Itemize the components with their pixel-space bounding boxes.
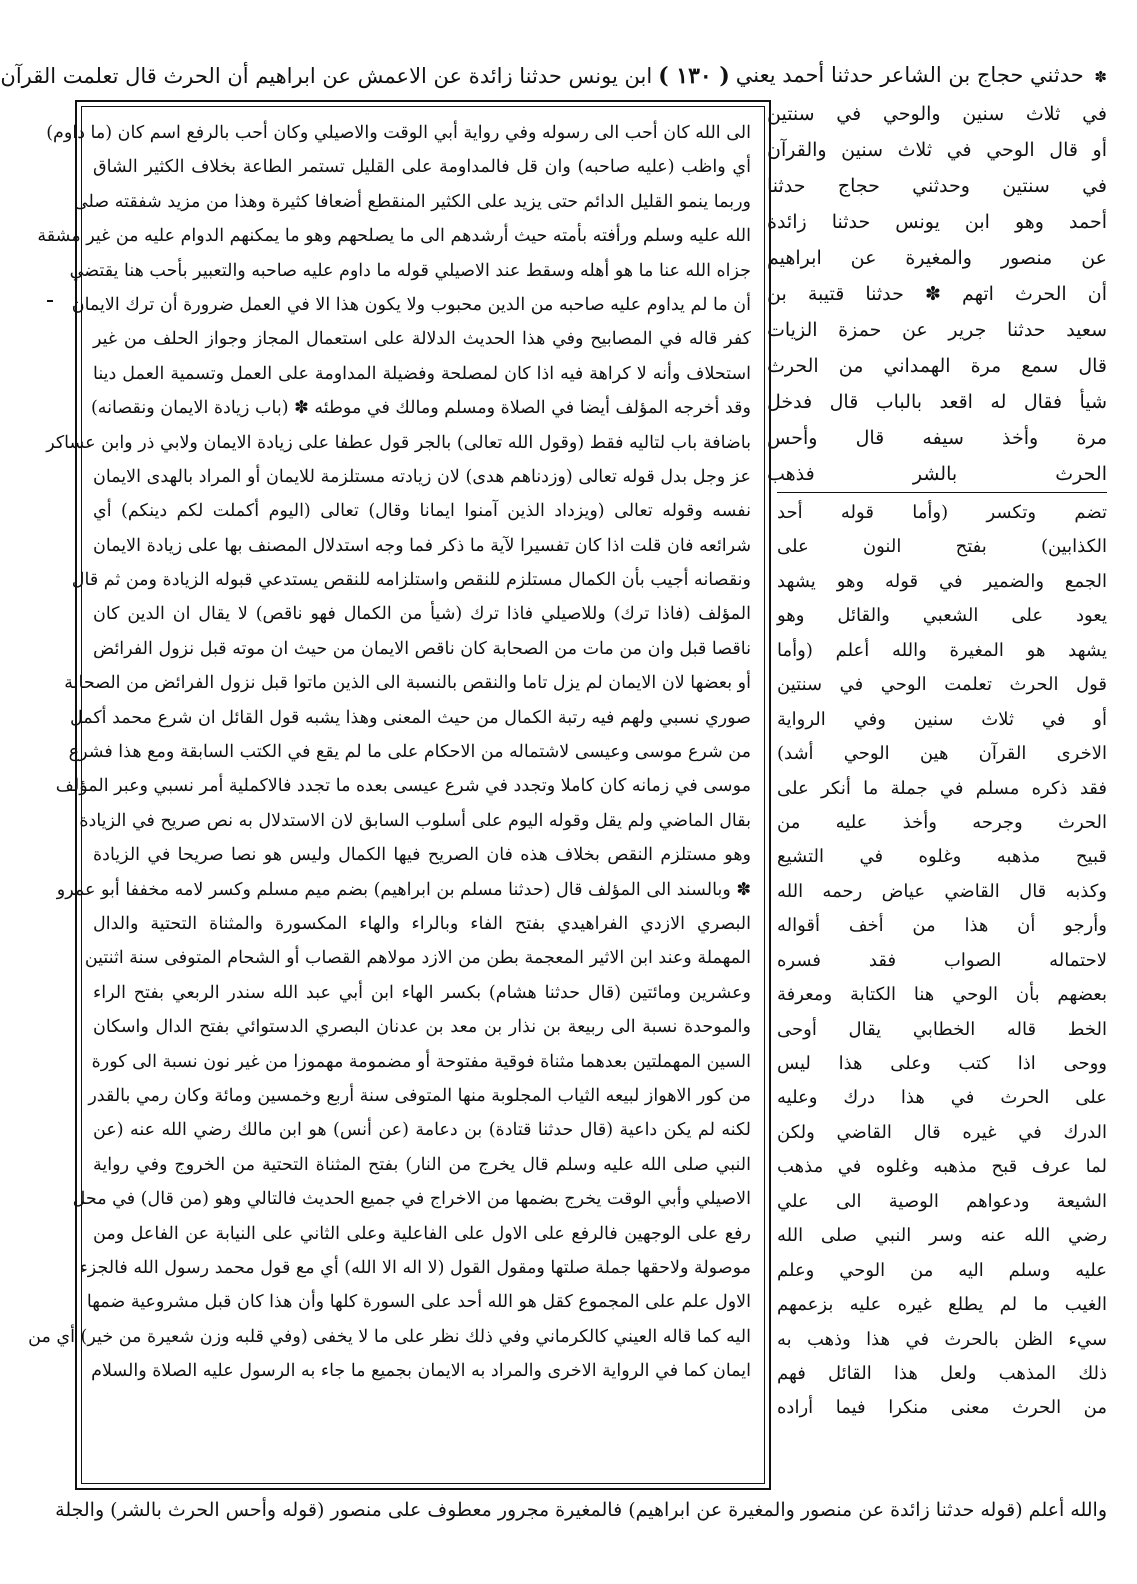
text-line: المهملة وعند ابن الاثير المعجمة بطن من الازد مولاهم القصاب أو الشحام المتوفى سنة اثنتين bbox=[84, 948, 751, 969]
text-line: ناقصا قبل وان من مات من الصحابة كان ناقص الايمان من حيث ان موته قبل نزول الفرائض bbox=[93, 638, 751, 659]
text-line: استحلاف وأنه لا كراهة فيه اذا كان لمصلحة وفضيلة المداومة على العمل وتسمية العمل دينا bbox=[93, 363, 751, 384]
margin-line: مرة وأخذ سيفه قال وأحس bbox=[767, 427, 1107, 449]
text-line: أو بعضها لان الايمان لم يزل تاما والنقص بالنسبة الى الذين ماتوا قبل نزول الفرائض من الصحابة bbox=[64, 673, 751, 694]
margin-line: يعود على الشعبي والقائل وهو bbox=[777, 605, 1107, 627]
margin-line: قول الحرث تعلمت الوحي في سنتين bbox=[777, 674, 1107, 696]
text-line: وربما ينمو القليل الدائم حتى يزيد على الكثير المنقطع أضعافا كثيرة وهذا من مزيد شفقته صلى bbox=[73, 191, 751, 212]
text-line: الله عليه وسلم ورأفته بأمته حيث أرشدهم الى ما يصلحهم وهو ما يمكنهم الدوام عليه من غير مشقة bbox=[37, 226, 751, 247]
text-line: نفسه وقوله تعالى (ويزداد الذين آمنوا ايمانا وقال) تعالى (اليوم أكملت لكم دينكم) أي bbox=[93, 501, 751, 522]
text-line: ✽ وبالسند الى المؤلف قال (حدثنا مسلم بن ابراهيم) بضم ميم مسلم وكسر لامه مخففا أبو عمرو bbox=[56, 879, 751, 900]
text-line: موسى في زمانه كان كاملا وتجدد في شرع عيسى بعده ما تجدد فالاكملية أمر نسبي وعبر المؤلف bbox=[55, 776, 751, 797]
margin-line: من الحرث معنى منكرا فيما أراده bbox=[777, 1397, 1107, 1419]
margin-line: الشيعة ودعواهم الوصية الى علي bbox=[777, 1190, 1107, 1212]
margin-line: على الحرث في هذا درك وعليه bbox=[777, 1087, 1107, 1109]
text-line: من شرع موسى وعيسى لاشتماله من الاحكام على ما لم يقع في الكتب السابقة ومع هذا فشرع bbox=[68, 742, 751, 763]
margin-line: سعيد حدثنا جرير عن حمزة الزيات bbox=[767, 319, 1107, 341]
margin-line: أحمد وهو ابن يونس حدثنا زائدة bbox=[767, 211, 1107, 233]
section-star-icon: ✽ bbox=[1094, 68, 1107, 86]
text-line: البصري الازدي الفراهيدي بفتح الفاء وبالراء والهاء المكسورة والمثناة التحتية والدال bbox=[93, 913, 751, 934]
margin-line: رضي الله عنه وسر النبي صلى الله bbox=[777, 1225, 1107, 1247]
margin-line: عليه وسلم اليه من الوحي وعلم bbox=[777, 1259, 1107, 1281]
text-line: صوري نسبي ولهم فيه رتبة الكمال من حيث المعنى وهذا يشبه قول القائل ان شرع محمد أكمل bbox=[69, 707, 751, 728]
margin-line: فقد ذكره مسلم في جملة ما أنكر على bbox=[777, 777, 1107, 799]
text-line: أن ما لم يداوم عليه صاحبه من الدين محبوب ولا يكون هذا الا في العمل ضرورة أن ترك الايمان bbox=[71, 294, 751, 315]
margin-line: عن منصور والمغيرة عن ابراهيم bbox=[767, 247, 1107, 269]
margin-line: قال سمع مرة الهمداني من الحرث bbox=[767, 355, 1107, 377]
margin-line: الحرث وجرحه وأخذ عليه من bbox=[777, 811, 1107, 833]
margin-line: في ثلاث سنين والوحي في سنتين bbox=[767, 103, 1107, 125]
margin-hadith-text bbox=[767, 96, 1107, 490]
text-line: والموحدة نسبة الى ربيعة بن نذار بن معد بن عدنان البصري الدستوائي بفتح الدال واسكان bbox=[93, 1017, 751, 1038]
text-line: شرائعه فان قلت اذا كان تفسيرا لآية ما ذكر فما وجه استدلال المصنف بها على زيادة الايمان bbox=[93, 535, 751, 556]
margin-commentary-text bbox=[777, 496, 1107, 1496]
margin-line: الغيب ما لم يطلع غيره عليه بزعمهم bbox=[777, 1294, 1107, 1316]
margin-divider bbox=[777, 492, 1107, 493]
header-text-left: ابن يونس حدثنا زائدة عن الاعمش عن ابراهيم أن الحرث قال تعلمت القرآن bbox=[0, 64, 653, 88]
text-line: كفر قاله في المصابيح وفي هذا الحديث الدلالة على استعمال المجاز وجواز الحلف من غير bbox=[93, 329, 751, 350]
margin-line: في سنتين وحدثني حجاج حدثنا bbox=[767, 175, 1107, 197]
text-line: أي واظب (عليه صاحبه) وان قل فالمداومة على القليل تستمر الطاعة بخلاف الكثير الشاق bbox=[93, 157, 751, 178]
margin-tick-mark bbox=[47, 300, 53, 302]
margin-line: وأرجو أن هذا من أخف أقواله bbox=[777, 915, 1107, 937]
margin-line: أو في ثلاث سنين وفي الرواية bbox=[777, 708, 1107, 730]
margin-line: الكذابين) بفتح النون على bbox=[777, 536, 1107, 558]
main-commentary-text bbox=[28, 116, 751, 1478]
text-line: باضافة باب لتاليه فقط (وقول الله تعالى) بالجر قول عطفا على زيادة الايمان ولابي ذر وابن عساكر bbox=[46, 432, 751, 453]
page-number: ( ١٣٠ ) bbox=[658, 63, 730, 89]
margin-line: لما عرف قبح مذهبه وغلوه في مذهب bbox=[777, 1156, 1107, 1178]
margin-line: الدرك في غيره قال القاضي ولكن bbox=[777, 1121, 1107, 1143]
text-line: الى الله كان أحب الى رسوله وفي رواية أبي الوقت والاصيلي وكان أحب بالرفع اسم كان (ما داوم) bbox=[46, 123, 751, 143]
margin-line: تضم وتكسر (وأما قوله أحد bbox=[777, 502, 1107, 523]
margin-line: الحرث بالشر فذهب bbox=[767, 463, 1107, 485]
header-right-text bbox=[736, 59, 1107, 93]
text-line: جزاه الله عنا ما هو أهله وسقط عند الاصيلي قوله ما داوم عليه صاحبه والتعبير بأحب هنا يقتضي bbox=[69, 260, 751, 281]
margin-line: وكذبه قال القاضي عياض رحمه الله bbox=[777, 880, 1107, 902]
text-line: الاول علم على المجموع كقل هو الله أحد على السورة كلها وأن هذا كان قبل مشروعية ضمها bbox=[86, 1292, 751, 1313]
text-line: الاصيلي وأبي الوقت يخرج بضمها من الاخراج في جميع الحديث فالتالي وهو (من قال) في محل bbox=[72, 1189, 751, 1210]
margin-line: سيء الظن بالحرث في هذا وذهب به bbox=[777, 1328, 1107, 1350]
text-line: موصولة ولاحقها جملة صلتها ومقول القول (لا اله الا الله) أي مع قول محمد رسول الله فالجزء bbox=[79, 1257, 751, 1278]
text-line: ايمان كما في الرواية الاخرى والمراد به الايمان بجميع ما جاء به الرسول عليه الصلاة والسلام bbox=[91, 1361, 751, 1382]
margin-line: بعضهم بأن الوحي هنا الكتابة ومعرفة bbox=[777, 984, 1107, 1006]
margin-line: ووحى اذا كتب وعلى هذا ليس bbox=[777, 1053, 1107, 1074]
margin-line: ذلك المذهب ولعل هذا القائل فهم bbox=[777, 1362, 1107, 1384]
text-line: لكنه لم يكن داعية (قال حدثنا قتادة) بن دعامة (عن أنس) هو ابن مالك رضي الله عنه (عن bbox=[93, 1120, 751, 1141]
text-line: اليه كما قاله العيني كالكرماني وفي ذلك نظر على ما لا يخفى (وفي قلبه وزن شعيرة من خير) أي من bbox=[28, 1326, 751, 1347]
margin-line: يشهد هو المغيرة والله أعلم (وأما bbox=[777, 639, 1107, 661]
text-line: بقال الماضي ولم يقل وقوله اليوم على أسلوب السابق لان الاستدلال به نص صريح في الزيادة bbox=[79, 810, 751, 831]
margin-line: لاحتماله الصواب فقد فسره bbox=[777, 949, 1107, 971]
margin-line: قبيح مذهبه وغلوه في التشيع bbox=[777, 846, 1107, 868]
text-line: رفع على الوجهين فالرفع على الاول على الفاعلية وعلى الثاني على النيابة عن الفاعل ومن bbox=[93, 1223, 751, 1244]
header-text-right: حدثني حجاج بن الشاعر حدثنا أحمد يعني bbox=[735, 63, 1084, 87]
text-line: ونقصانه أجيب بأن الكمال مستلزم للنقص واستلزامه للنقص يستدعي قبوله الزيادة ومن ثم قال bbox=[71, 570, 751, 591]
running-header bbox=[0, 60, 1107, 92]
text-line: من كور الاهواز لبيعه الثياب المجلوبة منها المتوفى سنة أربع وخمسين ومائة وكان رمي بالقدر bbox=[88, 1085, 751, 1106]
text-line: وعشرين ومائتين (قال حدثنا هشام) بكسر الهاء ابن أبي عبد الله سندر الربعي بفتح الراء bbox=[93, 982, 751, 1003]
margin-line: شيأ فقال له اقعد بالباب قال فدخل bbox=[767, 391, 1107, 413]
bottom-footnote-line: والله أعلم (قوله حدثنا زائدة عن منصور والمغيرة عن ابراهيم) فالمغيرة مجرور معطوف على منصور (قوله وأحس الحرث بالشر) والجلة bbox=[55, 1499, 1107, 1521]
margin-line: أو قال الوحي في ثلاث سنين والقرآن bbox=[767, 139, 1107, 161]
text-line: النبي صلى الله عليه وسلم قال يخرج من النار) بفتح المثناة التحتية من الخروج وفي رواية bbox=[93, 1154, 751, 1175]
text-line: وقد أخرجه المؤلف أيضا في الصلاة ومسلم ومالك في موطئه ✽ (باب زيادة الايمان ونقصانه) bbox=[90, 398, 751, 419]
text-line: المؤلف (فاذا ترك) وللاصيلي فاذا ترك (شيأ من الكمال فهو ناقص) لا يقال ان الدين كان bbox=[93, 604, 751, 625]
text-line: عز وجل بدل قوله تعالى (وزدناهم هدى) لان زيادته مستلزمة للايمان أو المراد بالهدى الايمان bbox=[93, 466, 751, 487]
margin-line: الاخرى القرآن هين الوحي أشد) bbox=[777, 743, 1107, 765]
margin-line: الجمع والضمير في قوله وهو يشهد bbox=[777, 570, 1107, 592]
text-line: السين المهملتين بعدهما مثناة فوقية مفتوحة أو مضمومة مهموزا من غير نون نسبة الى كورة bbox=[91, 1051, 751, 1072]
margin-line: أن الحرث اتهم ✽ حدثنا قتيبة بن bbox=[767, 283, 1107, 305]
main-commentary-box bbox=[28, 100, 771, 1490]
text-line: وهو مستلزم النقص بخلاف هذه فان الصريح فيها الكمال وليس هو نصا صريحا في الزيادة bbox=[93, 845, 751, 866]
margin-line: الخط قاله الخطابي يقال أوحى bbox=[777, 1018, 1107, 1040]
